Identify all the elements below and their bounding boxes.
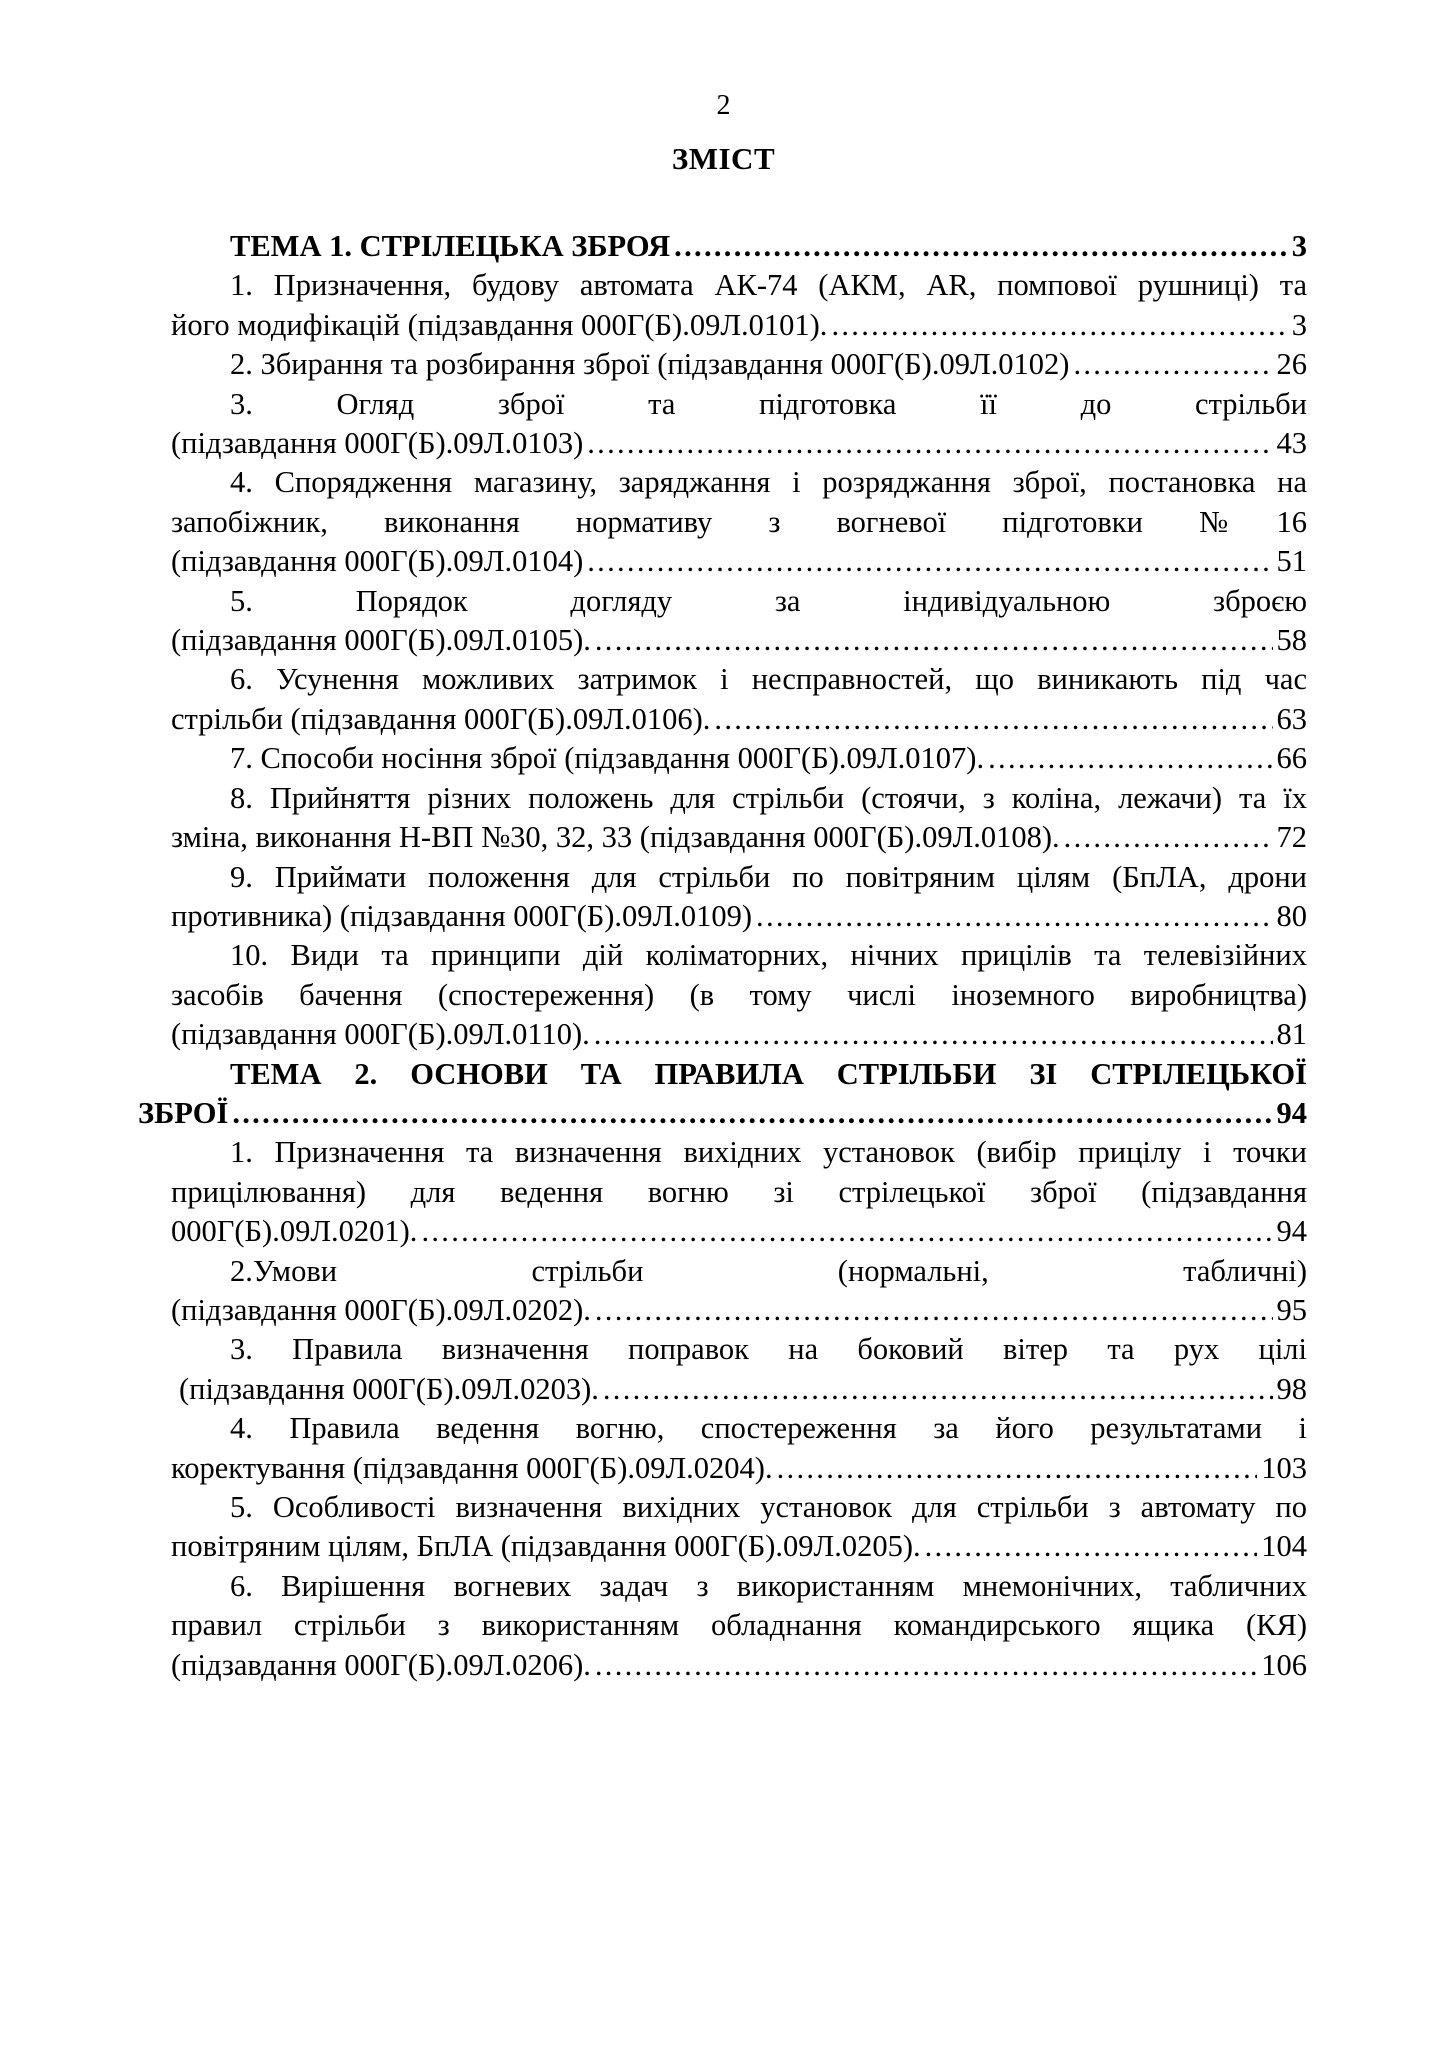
toc-entry-text: зміна, виконання Н-ВП №30, 32, 33 (підзавдання 000Г(Б).09Л.0108).: [171, 820, 1060, 855]
toc-leader-dots: [587, 424, 1272, 463]
toc-leader-dots: [756, 897, 1272, 936]
toc-entry-text: його модифікацій (підзавдання 000Г(Б).09Л.0101).: [171, 307, 828, 342]
toc-leader-dots: [595, 1291, 1273, 1330]
toc-entry-2-2[interactable]: [171, 1252, 1307, 1331]
toc-entry-1-9[interactable]: [171, 858, 1307, 937]
toc-entry-text: повітряним цілям, БпЛА (підзавдання 000Г(Б).09Л.0205).: [171, 1529, 921, 1564]
toc-entry-text: 6. Усунення можливих затримок і несправностей, що виникають під час: [230, 662, 1307, 697]
toc-page-number: 95: [1276, 1292, 1307, 1327]
toc-entry-1-8[interactable]: [171, 779, 1307, 858]
toc-theme-1-title: ТЕМА 1. СТРІЛЕЦЬКА ЗБРОЯ: [230, 229, 671, 263]
toc-entry-2-1[interactable]: [171, 1133, 1307, 1251]
toc-entry-text: 5. Порядок догляду за індивідуальною зброєю: [230, 583, 1307, 618]
toc-entry-text: 9. Приймати положення для стрільби по повітряним цілям (БпЛА, дрони: [230, 859, 1307, 894]
toc-page-number: 58: [1276, 623, 1307, 658]
toc-entry-text: 2. Збирання та розбирання зброї (підзавдання 000Г(Б).09Л.0102): [230, 347, 1070, 382]
toc-page-number: 3: [1291, 229, 1307, 263]
toc-page-number: 98: [1276, 1371, 1307, 1406]
toc-entry-text: 3. Правила визначення поправок на боковий вітер та рух цілі: [230, 1332, 1307, 1367]
toc-leader-dots: [674, 227, 1288, 266]
toc-leader-dots: [714, 700, 1272, 739]
page-title: ЗМІСТ: [671, 141, 776, 176]
toc-entry-text: 8. Прийняття різних положень для стрільби (стоячи, з коліна, лежачи) та їх: [230, 780, 1307, 815]
toc-entry-text: правил стрільби з використанням обладнання командирського ящика (КЯ): [171, 1608, 1307, 1643]
toc-entry-text: (підзавдання 000Г(Б).09Л.0105).: [171, 623, 591, 658]
toc-entry-1-10[interactable]: [171, 936, 1307, 1054]
toc-entry-text: (підзавдання 000Г(Б).09Л.0203).: [179, 1371, 599, 1406]
toc-entry-text: 1. Призначення, будову автомата АК-74 (АКМ, AR, помпової рушниці) та: [230, 268, 1307, 303]
toc-entry-1-6[interactable]: [171, 660, 1307, 739]
toc-entry-text: (підзавдання 000Г(Б).09Л.0103): [171, 426, 584, 461]
toc-theme-2-title: ТЕМА 2. ОСНОВИ ТА ПРАВИЛА СТРІЛЬБИ ЗІ СТРІЛЕЦЬКОЇ: [230, 1056, 1307, 1091]
toc-leader-dots: [925, 1527, 1258, 1566]
toc-entry-text: противника) (підзавдання 000Г(Б).09Л.0109): [171, 898, 753, 933]
toc-entry-2-5[interactable]: [171, 1488, 1307, 1567]
toc-page-number: 51: [1276, 544, 1307, 579]
toc-entry-1-3[interactable]: [171, 385, 1307, 464]
toc-leader-dots: [421, 1212, 1272, 1251]
toc-leader-dots: [595, 1646, 1257, 1685]
toc-page-number: 43: [1276, 426, 1307, 461]
toc-leader-dots: [1064, 818, 1273, 857]
toc-leader-dots: [587, 542, 1272, 581]
toc-entry-text: 1. Призначення та визначення вихідних установок (вибір прицілу і точки: [230, 1135, 1307, 1170]
toc-page-number: 80: [1276, 898, 1307, 933]
toc-page-number: 106: [1261, 1647, 1307, 1682]
toc-entry-text: 2.Умови стрільби (нормальні, табличні): [230, 1253, 1307, 1288]
toc-page-number: 26: [1276, 347, 1307, 382]
toc-entry-2-4[interactable]: [171, 1409, 1307, 1488]
toc-entry-text: (підзавдання 000Г(Б).09Л.0104): [171, 544, 584, 579]
toc-leader-dots: [988, 739, 1272, 778]
toc-page-number: 72: [1276, 820, 1307, 855]
toc-leader-dots: [603, 1370, 1273, 1409]
toc-entry-text: (підзавдання 000Г(Б).09Л.0110).: [171, 1017, 590, 1052]
toc-leader-dots: [831, 306, 1287, 345]
toc-page-number: 66: [1276, 741, 1307, 776]
toc-leader-dots: [594, 1015, 1273, 1054]
toc-entry-2-3[interactable]: [171, 1330, 1307, 1409]
toc-page-number: 94: [1276, 1214, 1307, 1249]
toc-entry-1-1[interactable]: [171, 266, 1307, 345]
toc-page-number: 94: [1276, 1095, 1307, 1130]
toc-entry-text: запобіжник, виконання нормативу з вогневої підготовки №16: [171, 504, 1307, 539]
toc-theme-2-title-cont: ЗБРОЇ: [138, 1095, 229, 1130]
table-of-contents: [138, 227, 1307, 1685]
toc-entry-1-2[interactable]: [171, 345, 1307, 384]
toc-entry-text: коректування (підзавдання 000Г(Б).09Л.0204).: [171, 1450, 773, 1485]
toc-entry-text: 4. Спорядження магазину, заряджання і розряджання зброї, постановка на: [230, 465, 1307, 500]
toc-page-number: 81: [1276, 1017, 1307, 1052]
toc-leader-dots: [595, 621, 1273, 660]
toc-entry-2-6[interactable]: [171, 1567, 1307, 1685]
toc-entry-text: 000Г(Б).09Л.0201).: [171, 1214, 418, 1249]
toc-page-number: 3: [1291, 307, 1307, 342]
toc-entry-text: (підзавдання 000Г(Б).09Л.0202).: [171, 1292, 591, 1327]
toc-entry-text: 6. Вирішення вогневих задач з використанням мнемонічних, табличних: [230, 1568, 1307, 1603]
toc-entry-1-4[interactable]: [171, 463, 1307, 581]
toc-entry-text: 5. Особливості визначення вихідних установок для стрільби з автомату по: [230, 1490, 1307, 1524]
toc-entry-text: засобів бачення (спостереження) (в тому числі іноземного виробництва): [171, 977, 1307, 1012]
toc-page-number: 104: [1261, 1529, 1307, 1564]
toc-theme-1[interactable]: [171, 227, 1307, 266]
toc-entry-text: 3. Огляд зброї та підготовка її до стрільби: [230, 386, 1307, 421]
toc-entry-text: (підзавдання 000Г(Б).09Л.0206).: [171, 1647, 591, 1682]
toc-entry-text: стрільби (підзавдання 000Г(Б).09Л.0106).: [171, 701, 711, 736]
page-number: 2: [716, 90, 731, 121]
toc-leader-dots: [232, 1094, 1272, 1133]
toc-leader-dots: [1073, 345, 1272, 384]
toc-entry-text: 10. Види та принципи дій коліматорних, нічних прицілів та телевізійних: [230, 938, 1307, 973]
toc-entry-text: 7. Способи носіння зброї (підзавдання 000Г(Б).09Л.0107).: [230, 741, 985, 776]
toc-theme-2[interactable]: [138, 1055, 1307, 1134]
toc-leader-dots: [777, 1449, 1258, 1488]
toc-entry-1-5[interactable]: [171, 582, 1307, 661]
toc-page-number: 103: [1261, 1450, 1307, 1485]
toc-entry-1-7[interactable]: [171, 739, 1307, 778]
toc-entry-text: 4. Правила ведення вогню, спостереження за його результатами і: [230, 1411, 1307, 1446]
toc-entry-text: прицілювання) для ведення вогню зі стрілецької зброї (підзавдання: [171, 1174, 1307, 1209]
toc-page-number: 63: [1276, 701, 1307, 736]
